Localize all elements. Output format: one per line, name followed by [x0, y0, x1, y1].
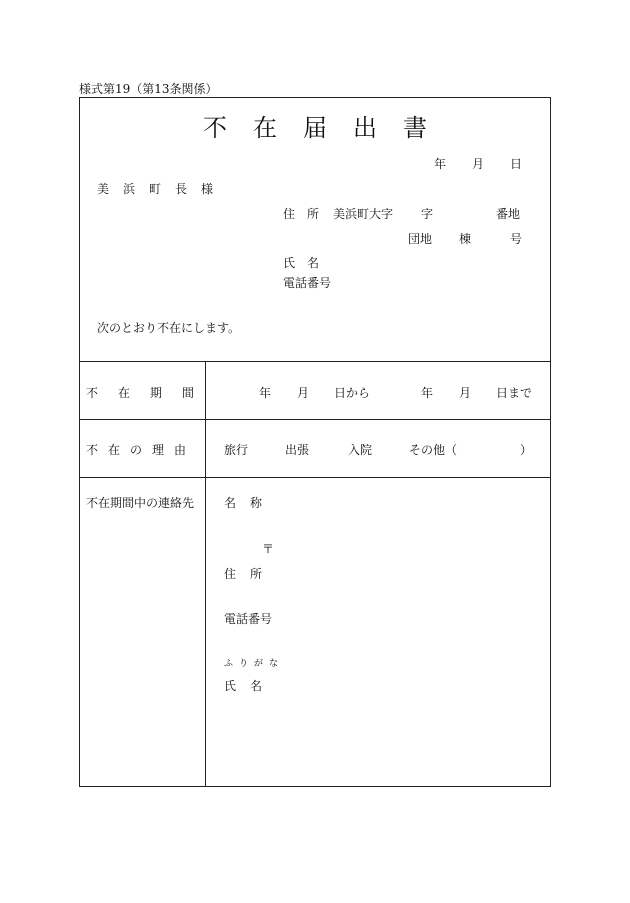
- divider-contact: [79, 477, 551, 478]
- reason-option-hospital: 入院: [348, 443, 373, 457]
- applicant-address-number: 号: [510, 232, 523, 246]
- date-month-label: 月: [472, 157, 485, 171]
- reason-label: 不在の理由: [86, 443, 197, 457]
- addressee: 美浜町長様: [97, 182, 228, 196]
- contact-address-label: 住所: [224, 567, 277, 581]
- postal-mark: 〒: [262, 542, 275, 556]
- applicant-address-banchi: 番地: [496, 207, 521, 221]
- period-from-year: 年: [259, 386, 272, 400]
- applicant-address-aza: 字: [421, 207, 434, 221]
- divider-period: [79, 361, 551, 362]
- applicant-phone-label: 電話番号: [283, 276, 332, 290]
- period-from-month: 月: [297, 386, 310, 400]
- period-to-month: 月: [459, 386, 472, 400]
- contact-label: 不在期間中の連絡先: [86, 496, 195, 510]
- applicant-address-building: 棟: [459, 232, 472, 246]
- period-to-suffix: 日まで: [496, 386, 533, 400]
- reason-option-business-trip: 出張: [285, 443, 310, 457]
- document-title: 不在届出書: [203, 114, 453, 142]
- divider-reason: [79, 419, 551, 420]
- contact-name-label: 名称: [224, 496, 277, 510]
- applicant-address-label: 住 所: [283, 207, 320, 221]
- reason-option-travel: 旅行: [224, 443, 249, 457]
- statement-text: 次のとおり不在にします。: [97, 321, 241, 335]
- contact-person-label: 氏名: [224, 679, 277, 693]
- label-column-divider: [205, 361, 206, 787]
- applicant-address-danchi: 団地: [408, 232, 433, 246]
- applicant-name-label: 氏 名: [283, 256, 320, 270]
- period-from-suffix: 日から: [334, 386, 371, 400]
- reason-option-other-close: ）: [520, 443, 533, 457]
- applicant-address-town: 美浜町大字: [333, 207, 394, 221]
- period-to-year: 年: [421, 386, 434, 400]
- period-label: 不在期間: [86, 386, 215, 400]
- reason-option-other: その他（: [409, 443, 458, 457]
- form-number-label: 様式第19（第13条関係）: [79, 82, 218, 96]
- furigana-label: ふりがな: [224, 659, 285, 669]
- contact-phone-label: 電話番号: [224, 612, 273, 626]
- date-day-label: 日: [510, 157, 523, 171]
- date-year-label: 年: [434, 157, 447, 171]
